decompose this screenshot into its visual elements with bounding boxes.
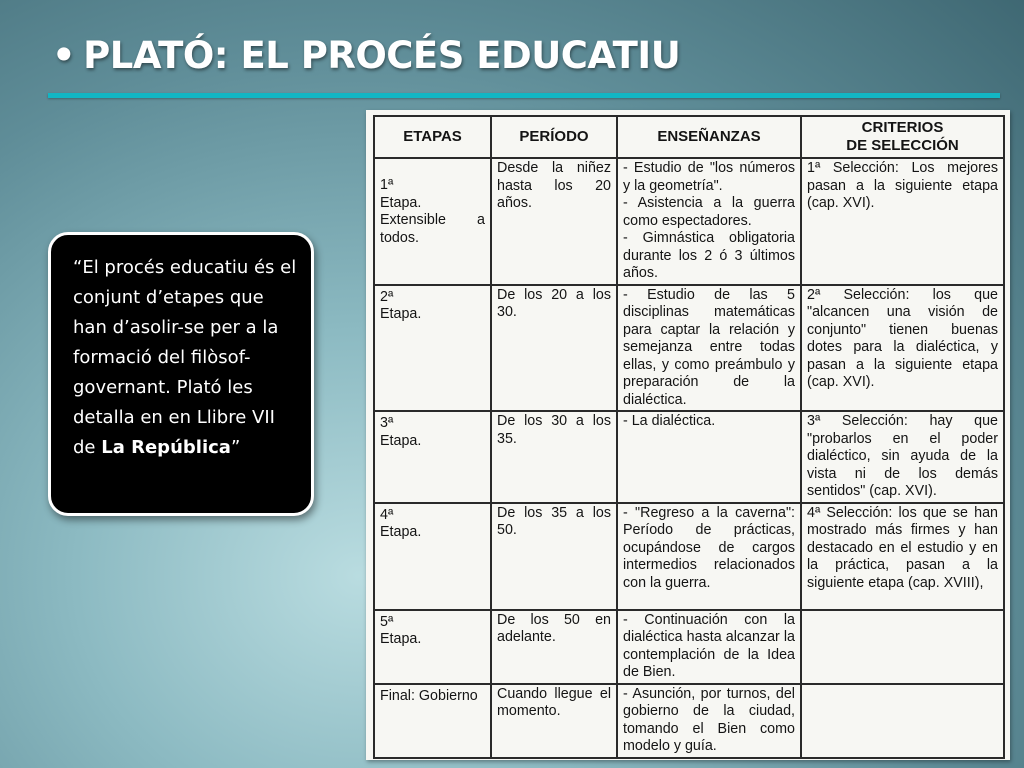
etapa-number: 2ª	[380, 288, 394, 305]
etapa-number: 3ª	[380, 415, 394, 431]
etapa-number: 4ª	[380, 506, 394, 523]
header-etapas: ETAPAS	[374, 116, 491, 158]
callout-closing-quote: ”	[230, 437, 241, 458]
cell-ensenanzas	[617, 411, 801, 503]
title-underline	[48, 93, 1000, 98]
cell-etapa	[374, 411, 491, 503]
title-text: PLATÓ: EL PROCÉS EDUCATIU	[83, 34, 681, 77]
table-row	[374, 285, 1004, 412]
etapa-label: Etapa.	[380, 631, 422, 647]
cell-criterios: 4ª Selección: los que se han mostrado más firmes y han destacado en el estudio y en la práctica, pasan a la siguiente etapa (cap. XVIII),	[801, 503, 1004, 610]
etapa-number: 1ª	[380, 177, 394, 193]
cell-ensenanzas	[617, 285, 801, 412]
ensenanza-item: - Asunción, por turnos, del gobierno de la ciudad, tomando el Bien como modelo y guía.	[623, 685, 795, 754]
header-criterios-line2: DE SELECCIÓN	[846, 137, 959, 154]
etapa-label: Final: Gobierno	[380, 687, 478, 704]
cell-periodo: De los 20 a los 30.	[491, 285, 617, 412]
header-criterios-line1: CRITERIOS	[861, 119, 944, 136]
ensenanza-item: - Continuación con la dialéctica hasta alcanzar la contemplación de la Idea de Bien.	[623, 611, 795, 680]
ensenanza-item: - La dialéctica.	[623, 413, 716, 429]
title-bullet: •	[52, 34, 76, 77]
cell-periodo: Desde la niñez hasta los 20 años.	[491, 158, 617, 285]
cell-ensenanzas	[617, 503, 801, 610]
cell-periodo: De los 30 a los 35.	[491, 411, 617, 503]
header-periodo: PERÍODO	[491, 116, 617, 158]
cell-etapa	[374, 158, 491, 285]
callout-text: “El procés educatiu és el conjunt d’etapes que han d’asolir-se per a la formació del filòsof-governant. Plató les detalla en en Llibre VII de	[73, 257, 297, 458]
ensenanza-item: - Asistencia a la guerra como espectadores.	[623, 195, 795, 229]
etapa-number: 5ª	[380, 613, 394, 630]
cell-periodo: De los 35 a los 50.	[491, 503, 617, 610]
scanned-table-image	[366, 110, 1010, 760]
ensenanza-item: - Estudio de "los números y la geometría".	[623, 160, 795, 194]
cell-ensenanzas	[617, 610, 801, 684]
cell-ensenanzas	[617, 158, 801, 285]
etapa-label: Etapa.	[380, 524, 422, 540]
education-stages-table	[373, 115, 1005, 759]
header-ensenanzas: ENSEÑANZAS	[617, 116, 801, 158]
ensenanza-item: - "Regreso a la caverna": Período de prácticas, ocupándose de cargos intermedios relacionados con la guerra.	[623, 504, 795, 591]
etapa-label: Etapa.	[380, 306, 422, 322]
cell-periodo: Cuando llegue el momento.	[491, 684, 617, 758]
table-row	[374, 411, 1004, 503]
cell-ensenanzas	[617, 684, 801, 758]
ensenanza-item: - Gimnástica obligatoria durante los 2 ó 3 últimos años.	[623, 230, 795, 281]
table-row	[374, 158, 1004, 285]
table-row	[374, 503, 1004, 610]
table-row	[374, 610, 1004, 684]
cell-etapa	[374, 503, 491, 610]
cell-criterios	[801, 684, 1004, 758]
ensenanza-item: - Estudio de las 5 disciplinas matemáticas para captar la relación y semejanza entre todas ellas, y como preámbulo y preparación de la dialéctica.	[623, 286, 795, 408]
cell-criterios: 2ª Selección: los que "alcancen una visión de conjunto" tienen buenas dotes para la dialéctica, y pasan a la siguiente etapa (cap. XVI).	[801, 285, 1004, 412]
callout-book-title: La República	[101, 437, 231, 458]
slide-title	[52, 34, 680, 77]
quote-callout	[48, 232, 314, 516]
table-row	[374, 684, 1004, 758]
cell-etapa	[374, 610, 491, 684]
cell-criterios: 3ª Selección: hay que "probarlos en el poder dialéctico, sin ayuda de la vista ni de los demás sentidos" (cap. XVI).	[801, 411, 1004, 503]
cell-etapa	[374, 684, 491, 758]
cell-criterios	[801, 610, 1004, 684]
table-header-row	[374, 116, 1004, 158]
header-criterios	[801, 116, 1004, 158]
etapa-label: Etapa.	[380, 432, 422, 449]
cell-periodo: De los 50 en adelante.	[491, 610, 617, 684]
etapa-label: Etapa. Extensible a todos.	[380, 194, 485, 246]
cell-criterios: 1ª Selección: Los mejores pasan a la siguiente etapa (cap. XVI).	[801, 158, 1004, 285]
cell-etapa	[374, 285, 491, 412]
